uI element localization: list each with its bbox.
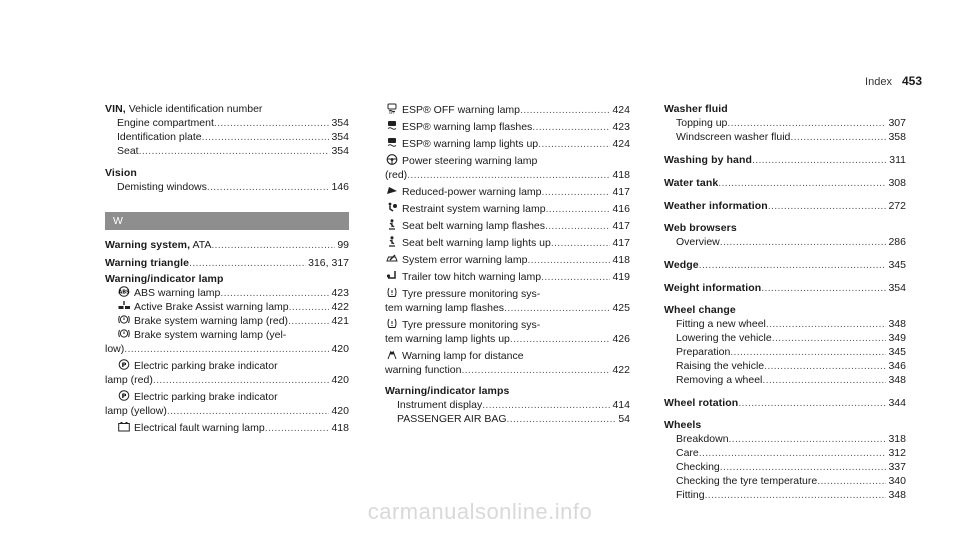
page-ref[interactable]: 354 <box>888 282 906 294</box>
page-ref[interactable]: 307 <box>888 117 906 129</box>
page-ref[interactable]: 354 <box>331 117 349 129</box>
list-item-continued: lamp (yellow) ..... 420 <box>105 404 349 418</box>
trailer-hitch-icon <box>385 270 398 281</box>
page-ref[interactable]: 346 <box>888 360 906 372</box>
term-vin: VIN, <box>105 103 126 115</box>
list-item: P Electric parking brake indicator <box>105 359 349 373</box>
index-column-3 <box>664 103 906 511</box>
page-ref[interactable]: 348 <box>888 374 906 386</box>
term-vin-desc: Vehicle identification number <box>125 103 263 115</box>
list-item: Restraint system warning lamp ..... 416 <box>385 202 630 216</box>
list-item-continued: tem warning lamp lights up ..... 426 <box>385 332 630 346</box>
list-item: Removing a wheel ..... 348 <box>664 373 906 387</box>
list-item: ABS ABS warning lamp ..... 423 <box>105 286 349 300</box>
page-ref[interactable]: 417 <box>612 220 630 232</box>
page-ref[interactable]: 354 <box>331 131 349 143</box>
esp-icon <box>385 137 398 148</box>
tyre-pressure-icon <box>385 287 398 298</box>
entry-warning-indicator-lamps: Warning/indicator lamps Instrument display ..... 414 PASSENGER AIR BAG ..... 54 <box>385 385 630 426</box>
list-item: ESP® warning lamp lights up ..... 424 <box>385 137 630 151</box>
list-item: Tyre pressure monitoring sys- <box>385 287 630 301</box>
brake-system-icon <box>117 314 130 325</box>
list-item: Engine compartment ..... 354 <box>105 116 349 130</box>
page-ref[interactable]: 349 <box>888 332 906 344</box>
list-item-continued: warning function ..... 422 <box>385 363 630 377</box>
page-ref[interactable]: 146 <box>331 181 349 193</box>
page-ref[interactable]: 354 <box>331 145 349 157</box>
page-ref[interactable]: 316, 317 <box>308 257 349 269</box>
section-letter-band: W <box>105 212 349 230</box>
page-ref[interactable]: 337 <box>888 461 906 473</box>
collision-warning-icon <box>117 300 130 311</box>
list-item-continued: low) ..... 420 <box>105 342 349 356</box>
list-item: Active Brake Assist warning lamp ..... 422 <box>105 300 349 314</box>
list-item: Identification plate ..... 354 <box>105 130 349 144</box>
page-ref[interactable]: 422 <box>331 301 349 313</box>
page-ref[interactable]: 54 <box>618 413 630 425</box>
page-ref[interactable]: 272 <box>888 200 906 212</box>
list-item: P Electric parking brake indicator <box>105 390 349 404</box>
svg-text:OFF: OFF <box>388 111 395 114</box>
list-item: Checking the tyre temperature ..... 340 <box>664 474 906 488</box>
list-item: Windscreen washer fluid ..... 358 <box>664 130 906 144</box>
list-item: Demisting windows ..... 146 <box>105 180 349 194</box>
entry-wheel-change: Wheel change Fitting a new wheel ..... 348 Lowering the vehicle ..... 349 Preparation ..... 345 Raising the vehicle ..... 346 Removing a wheel ..... 348 <box>664 304 906 387</box>
entry-wheels: Wheels Breakdown ..... 318 Care ..... 312 Checking ..... 337 Checking the tyre temperature ..... 340 Fitting ..... 348 <box>664 419 906 502</box>
list-item: Seat belt warning lamp flashes ..... 417 <box>385 219 630 233</box>
entry-vision <box>105 167 349 194</box>
list-item-continued: tem warning lamp flashes ..... 425 <box>385 301 630 315</box>
list-item: Fitting ..... 348 <box>664 488 906 502</box>
page-ref[interactable]: 348 <box>888 318 906 330</box>
page-ref[interactable]: 419 <box>612 271 630 283</box>
entry-water-tank: Water tank ..... 308 <box>664 176 906 190</box>
entry-weather-information: Weather information ..... 272 <box>664 199 906 213</box>
page-ref[interactable]: 348 <box>888 489 906 501</box>
list-item: Breakdown ..... 318 <box>664 432 906 446</box>
page-number: 453 <box>901 74 922 88</box>
entry-washing-by-hand: Washing by hand ..... 311 <box>664 153 906 167</box>
page-header <box>865 74 922 88</box>
svg-text:P: P <box>121 392 126 400</box>
list-item-continued: lamp (red) ..... 420 <box>105 373 349 387</box>
seat-belt-icon <box>385 219 398 230</box>
parking-brake-icon <box>117 359 130 370</box>
page-ref[interactable]: 344 <box>888 397 906 409</box>
entry-warning-system: Warning system, ATA ..... 99 <box>105 238 349 252</box>
index-label: Index <box>865 76 892 88</box>
battery-icon <box>117 421 130 432</box>
page-ref[interactable]: 422 <box>612 364 630 376</box>
page-ref[interactable]: 311 <box>889 154 906 166</box>
page-ref[interactable]: 418 <box>331 422 349 434</box>
list-item: Preparation ..... 345 <box>664 345 906 359</box>
list-item: Overview ..... 286 <box>664 235 906 249</box>
page-ref[interactable]: 425 <box>612 302 630 314</box>
list-item: Lowering the vehicle ..... 349 <box>664 331 906 345</box>
list-item: Care ..... 312 <box>664 446 906 460</box>
distance-warning-icon <box>385 349 398 360</box>
watermark: carmanualsonline.info <box>367 499 593 524</box>
page-ref[interactable]: 99 <box>337 239 349 251</box>
esp-icon <box>385 120 398 131</box>
seat-belt-icon <box>385 236 398 247</box>
page-ref[interactable]: 345 <box>888 259 906 271</box>
list-item: Electrical fault warning lamp ..... 418 <box>105 421 349 435</box>
list-item: Tyre pressure monitoring sys- <box>385 318 630 332</box>
page-ref[interactable]: 312 <box>888 447 906 459</box>
entry-wedge: Wedge ..... 345 <box>664 258 906 272</box>
svg-text:P: P <box>121 361 126 369</box>
page-ref[interactable]: 420 <box>331 343 349 355</box>
entry-washer-fluid: Washer fluid Topping up ..... 307 Windscreen washer fluid ..... 358 <box>664 103 906 144</box>
page-ref[interactable]: 417 <box>612 237 630 249</box>
page-ref[interactable]: 414 <box>612 399 630 411</box>
page-ref[interactable]: 416 <box>612 203 630 215</box>
list-item: Seat belt warning lamp lights up ..... 417 <box>385 236 630 250</box>
steering-wheel-icon <box>385 154 398 165</box>
page-ref[interactable]: 421 <box>331 315 349 327</box>
list-item: Instrument display ..... 414 <box>385 398 630 412</box>
brake-system-icon <box>117 328 130 339</box>
page-ref[interactable]: 340 <box>888 475 906 487</box>
abs-icon <box>117 286 130 297</box>
esp-off-icon <box>385 103 398 114</box>
page-ref[interactable]: 423 <box>331 287 349 299</box>
reduced-power-icon <box>385 185 398 196</box>
list-item: Power steering warning lamp <box>385 154 630 168</box>
list-item: Warning lamp for distance <box>385 349 630 363</box>
list-item: Raising the vehicle ..... 346 <box>664 359 906 373</box>
entry-vin <box>105 103 349 158</box>
page-ref[interactable]: 418 <box>612 254 630 266</box>
parking-brake-icon <box>117 390 130 401</box>
entry-warning-indicator-lamp: Warning/indicator lamp ABS ABS warning lamp ..... 423 Active Brake Assist warning lamp ..... 422 Brake system warning lamp (red) ..... 421 Brake system warning lamp (yel- low) ..... 420 P Electric parking brake indicator lamp (red) ..... 420 P Electric parking brake indicator lamp (yellow) ..... 420 Electrical fault warning lamp ..... 418 <box>105 273 349 435</box>
entry-warning-triangle: Warning triangle ..... 316, 317 <box>105 256 349 270</box>
list-item: Reduced-power warning lamp ..... 417 <box>385 185 630 199</box>
page-ref[interactable]: 358 <box>888 131 906 143</box>
list-item: OFF ESP® OFF warning lamp ..... 424 <box>385 103 630 117</box>
list-item: PASSENGER AIR BAG ..... 54 <box>385 412 630 426</box>
list-item: Brake system warning lamp (yel- <box>105 328 349 342</box>
list-item: Fitting a new wheel ..... 348 <box>664 317 906 331</box>
page-ref[interactable]: 424 <box>612 104 630 116</box>
list-item: Checking ..... 337 <box>664 460 906 474</box>
svg-text:ABS: ABS <box>117 289 130 296</box>
list-item-continued: (red) ..... 418 <box>385 168 630 182</box>
car-wrench-icon <box>385 253 398 264</box>
entry-weight-information: Weight information ..... 354 <box>664 281 906 295</box>
list-item: System error warning lamp ..... 418 <box>385 253 630 267</box>
entry-web-browsers: Web browsers Overview ..... 286 <box>664 222 906 249</box>
list-item: Seat ..... 354 <box>105 144 349 158</box>
page-ref[interactable]: 318 <box>888 433 906 445</box>
page-ref[interactable]: 308 <box>888 177 906 189</box>
term-vision: Vision <box>105 167 137 179</box>
page-ref[interactable]: 424 <box>612 138 630 150</box>
page-ref[interactable]: 423 <box>612 121 630 133</box>
page-ref[interactable]: 345 <box>888 346 906 358</box>
list-item: Trailer tow hitch warning lamp ..... 419 <box>385 270 630 284</box>
entry-wheel-rotation: Wheel rotation ..... 344 <box>664 396 906 410</box>
index-column-2 <box>385 103 630 435</box>
index-column-1 <box>105 103 349 444</box>
page-ref[interactable]: 417 <box>612 186 630 198</box>
list-item: Brake system warning lamp (red) ..... 421 <box>105 314 349 328</box>
page-ref[interactable]: 426 <box>612 333 630 345</box>
tyre-pressure-icon <box>385 318 398 329</box>
page-ref[interactable]: 420 <box>331 374 349 386</box>
page-ref[interactable]: 420 <box>331 405 349 417</box>
list-item: Topping up ..... 307 <box>664 116 906 130</box>
list-item: ESP® warning lamp flashes ..... 423 <box>385 120 630 134</box>
airbag-icon <box>385 202 398 213</box>
page-ref[interactable]: 286 <box>888 236 906 248</box>
page-ref[interactable]: 418 <box>612 169 630 181</box>
